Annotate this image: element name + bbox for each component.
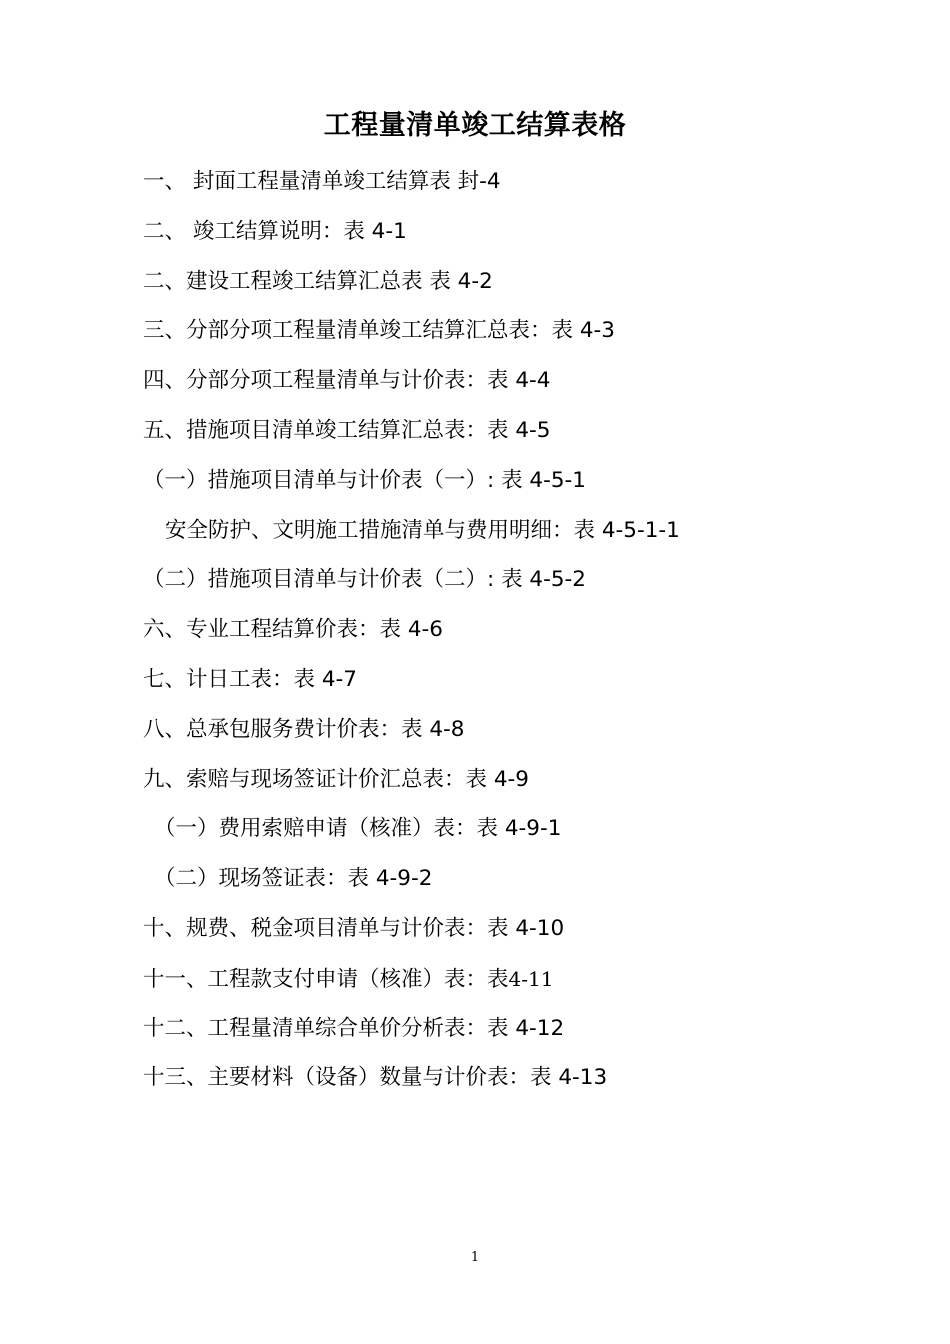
toc-item: [0, 610, 950, 660]
toc-item: [0, 660, 950, 710]
toc-item-text: 七、计日工表：表 4-7: [143, 666, 357, 692]
toc-item: [0, 760, 950, 810]
toc-item: [0, 162, 950, 212]
toc-item-text: 十、规费、税金项目清单与计价表：表 4-10: [143, 915, 565, 941]
toc-item: [0, 859, 950, 909]
toc-item: [0, 311, 950, 361]
toc-item-text: （一）措施项目清单与计价表（一）: 表 4-5-1: [143, 467, 586, 493]
toc-item: [0, 909, 950, 959]
page-number: 1: [470, 1250, 480, 1265]
toc-item-text: 一、 封面工程量清单竣工结算表 封-4: [143, 169, 501, 194]
toc-item-text: 六、专业工程结算价表：表 4-6: [143, 617, 443, 643]
toc-item-label: 十一、工程款支付申请（核准）表：表: [143, 966, 509, 992]
toc-item-text: [143, 959, 553, 1000]
toc-item: [0, 212, 950, 262]
toc-item-text: 九、索赔与现场签证计价汇总表：表 4-9: [143, 766, 529, 792]
document-title: 工程量清单竣工结算表格: [323, 110, 627, 141]
toc-item-table-number: 4-11: [508, 966, 554, 991]
toc-item: [0, 511, 950, 561]
toc-item-text: 二、 竣工结算说明：表 4-1: [143, 218, 407, 244]
table-of-contents: [0, 162, 950, 1108]
toc-item: [0, 411, 950, 461]
toc-item: [0, 1058, 950, 1108]
toc-item-text: 二、建设工程竣工结算汇总表 表 4-2: [143, 268, 493, 294]
toc-item: [0, 560, 950, 610]
toc-item-text: （二）措施项目清单与计价表（二）: 表 4-5-2: [143, 567, 586, 593]
toc-item-text: 五、措施项目清单竣工结算汇总表：表 4-5: [143, 417, 551, 443]
toc-item-text: 十三、主要材料（设备）数量与计价表：表 4-13: [143, 1065, 608, 1091]
toc-item-text: （一）费用索赔申请（核准）表：表 4-9-1: [154, 816, 562, 842]
toc-item-text: 安全防护、文明施工措施清单与费用明细：表 4-5-1-1: [165, 517, 680, 543]
toc-item-text: 八、总承包服务费计价表：表 4-8: [143, 716, 465, 742]
toc-item: [0, 361, 950, 411]
toc-item-text: 四、分部分项工程量清单与计价表：表 4-4: [143, 368, 551, 394]
toc-item-text: （二）现场签证表：表 4-9-2: [154, 866, 433, 892]
toc-item-text: 三、分部分项工程量清单竣工结算汇总表：表 4-3: [143, 318, 615, 344]
toc-item: [0, 461, 950, 511]
toc-item: [0, 710, 950, 760]
toc-item: [0, 1009, 950, 1059]
toc-item: [0, 809, 950, 859]
toc-item: [0, 959, 950, 1009]
toc-item-text: 十二、工程量清单综合单价分析表：表 4-12: [143, 1015, 565, 1041]
toc-item: [0, 262, 950, 312]
